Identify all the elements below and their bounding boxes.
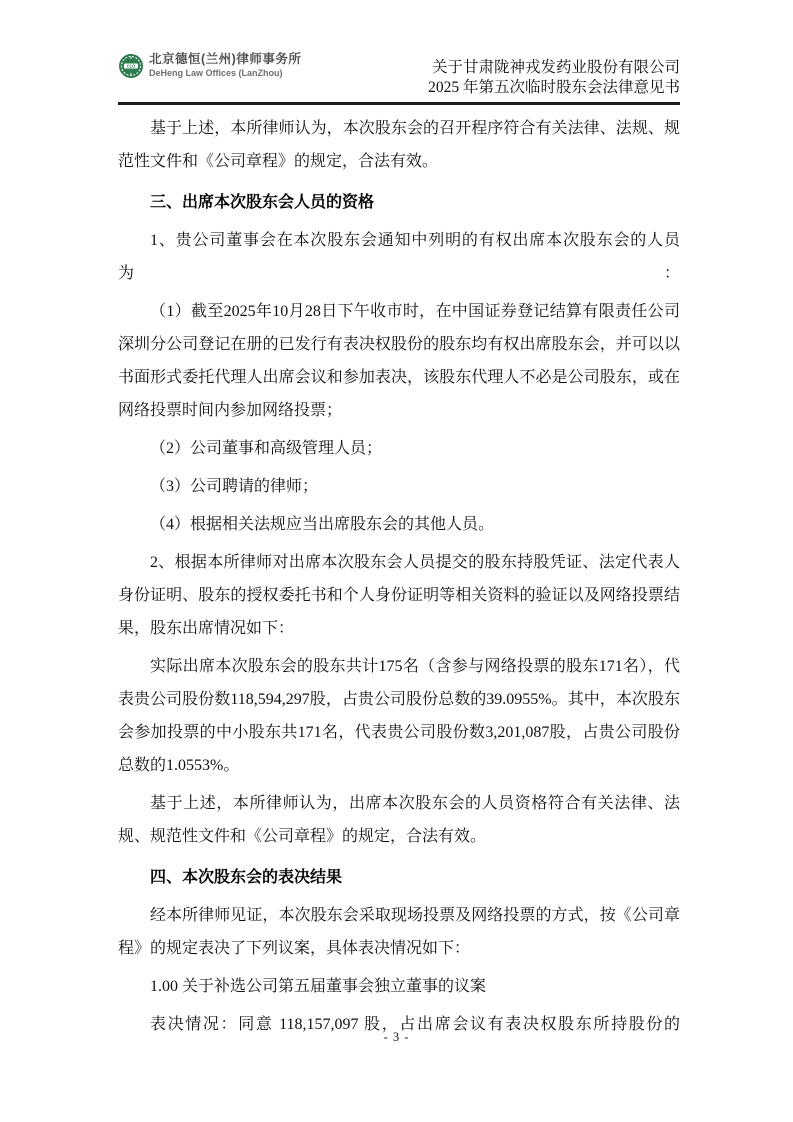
paragraph-proposal-1: 1.00 关于补选公司第五届董事会独立董事的议案 bbox=[150, 978, 487, 995]
doc-title-line2: 2025 年第五次临时股东会法律意见书 bbox=[428, 78, 680, 96]
paragraph-attendance-statistics: 实际出席本次股东会的股东共计175名（含参与网络投票的股东171名），代表贵公司股份数118,594,297股，占贵公司股份总数的39.0955%。其中，本次股东会参加投票的中小股东共171名，代表贵公司股份数3,201,087股，占贵公司股份总数的1.0553%。 bbox=[118, 658, 680, 774]
section-heading-3: 三、出席本次股东会人员的资格 bbox=[150, 194, 375, 211]
firm-name-english: DeHeng Law Offices (LanZhou) bbox=[149, 68, 283, 78]
doc-title-line1: 关于甘肃陇神戎发药业股份有限公司 bbox=[431, 59, 680, 76]
paragraph-voting-method: 经本所律师见证，本次股东会采取现场投票及网络投票的方式，按《公司章程》的规定表决了下列议案，具体表决情况如下： bbox=[118, 907, 680, 957]
paragraph-voting-result: 表决情况：同意 118,157,097 股，占出席会议有表决权股东所持股份的 bbox=[150, 1016, 680, 1033]
firm-name-chinese: 北京德恒(兰州)律师事务所 bbox=[149, 52, 302, 66]
header-divider bbox=[118, 102, 680, 105]
paragraph-item-1-sub3: （3）公司聘请的律师； bbox=[150, 478, 319, 495]
law-firm-identity bbox=[118, 52, 301, 84]
paragraph-item-1-sub2: （2）公司董事和高级管理人员； bbox=[150, 440, 383, 457]
svg-text:CLO: CLO bbox=[126, 63, 136, 69]
paragraph-item-1-intro: 1、贵公司董事会在本次股东会通知中列明的有权出席本次股东会的人员为： bbox=[118, 232, 680, 282]
paragraph-conclusion-convening: 基于上述，本所律师认为，本次股东会的召开程序符合有关法律、法规、规范性文件和《公司章程》的规定，合法有效。 bbox=[118, 120, 680, 170]
document-body bbox=[118, 112, 680, 1046]
document-reference bbox=[428, 58, 680, 97]
firm-name-block bbox=[149, 52, 301, 79]
deheng-law-emblem-icon bbox=[118, 53, 144, 84]
paragraph-conclusion-qualification: 基于上述，本所律师认为，出席本次股东会的人员资格符合有关法律、法规、规范性文件和《公司章程》的规定，合法有效。 bbox=[118, 795, 680, 845]
page-number: - 3 - bbox=[383, 1030, 410, 1044]
paragraph-item-1-sub4: （4）根据相关法规应当出席股东会的其他人员。 bbox=[150, 516, 495, 533]
section-heading-4: 四、本次股东会的表决结果 bbox=[150, 869, 343, 886]
paragraph-item-1-sub1: （1）截至2025年10月28日下午收市时，在中国证券登记结算有限责任公司深圳分公司登记在册的已发行有表决权股份的股东均有权出席股东会，并可以以书面形式委托代理人出席会议和参加表决，该股东代理人不必是公司股东，或在网络投票时间内参加网络投票； bbox=[118, 303, 680, 419]
paragraph-item-2-verification: 2、根据本所律师对出席本次股东会人员提交的股东持股凭证、法定代表人身份证明、股东的授权委托书和个人身份证明等相关资料的验证以及网络投票结果，股东出席情况如下： bbox=[118, 554, 680, 637]
